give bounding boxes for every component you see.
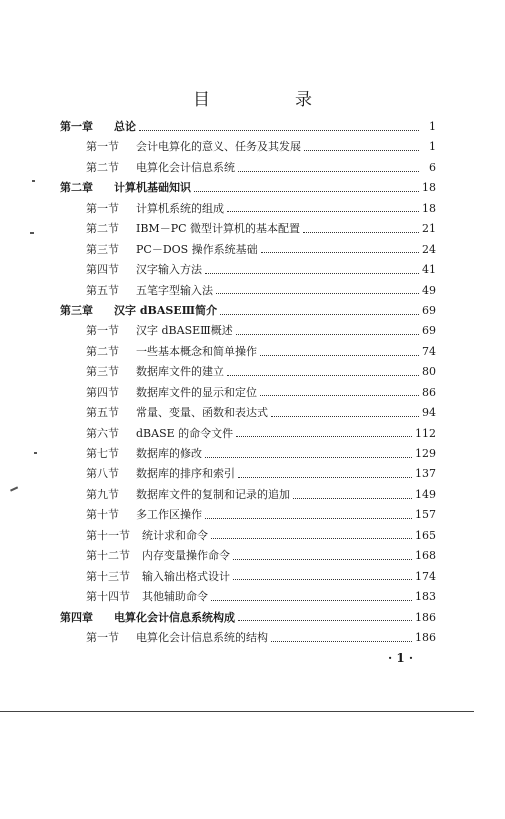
dot-leader — [233, 559, 412, 560]
dot-leader — [271, 416, 419, 417]
toc-section-entry — [60, 629, 436, 649]
toc-entry-number: 第十四节 — [86, 590, 130, 604]
toc-entry-number: 第一节 — [86, 630, 119, 644]
toc-entry-number: 第二节 — [86, 160, 119, 174]
toc-entry-title: 五笔字型输入法 — [136, 283, 213, 297]
toc-section-entry — [60, 527, 436, 547]
toc-entry-title: 数据库的排序和索引 — [136, 467, 235, 481]
toc-entry-number: 第四节 — [86, 385, 119, 399]
toc-entry-number: 第四节 — [86, 263, 119, 277]
dot-leader — [238, 477, 412, 478]
toc-entry-title: 汉字 dBASEⅢ概述 — [136, 324, 233, 338]
toc-section-entry — [60, 568, 436, 588]
toc-entry-number: 第一节 — [86, 324, 119, 338]
toc-entry-number: 第十三节 — [86, 569, 130, 583]
toc-entry-title: PC－DOS 操作系统基础 — [136, 242, 258, 256]
dot-leader — [194, 191, 419, 192]
toc-section-entry — [60, 241, 436, 261]
toc-entry-page: 186 — [415, 630, 436, 644]
toc-entry-page: 6 — [429, 160, 436, 174]
toc-entry-title: IBM－PC 微型计算机的基本配置 — [136, 222, 301, 236]
toc-entry-page: 80 — [422, 365, 436, 379]
toc-entry-page: 94 — [422, 406, 436, 420]
page-number: · 1 · — [388, 651, 414, 665]
toc-entry-page: 137 — [415, 467, 436, 481]
toc-entry-page: 168 — [415, 549, 436, 563]
toc-section-entry — [60, 486, 436, 506]
toc-entry-page: 24 — [422, 242, 436, 256]
scan-mark — [34, 452, 37, 454]
toc-section-entry — [60, 588, 436, 608]
toc-entry-number: 第十一节 — [86, 528, 130, 542]
toc-entry-page: 186 — [415, 610, 436, 624]
toc-entry-title: 多工作区操作 — [136, 508, 202, 522]
toc-entry-number: 第十节 — [86, 508, 119, 522]
toc-entry-page: 18 — [422, 181, 436, 195]
dot-leader — [261, 252, 419, 253]
toc-entry-title: 内存变量操作命令 — [142, 549, 230, 563]
toc-section-entry — [60, 384, 436, 404]
page-title: 目 录 — [193, 90, 346, 111]
toc-chapter-entry — [60, 302, 436, 322]
scan-mark — [32, 180, 35, 182]
toc-entry-number: 第八节 — [86, 467, 119, 481]
toc-entry-page: 69 — [422, 303, 436, 317]
toc-section-entry — [60, 506, 436, 526]
toc-chapter-entry — [60, 118, 436, 138]
dot-leader — [238, 620, 412, 621]
toc-entry-page: 1 — [429, 120, 436, 133]
dot-leader — [227, 211, 419, 212]
dot-leader — [227, 375, 419, 376]
toc-entry-title: 数据库文件的复制和记录的追加 — [136, 487, 290, 501]
dot-leader — [260, 395, 419, 396]
toc-entry-title: 汉字 dBASEⅢ简介 — [114, 303, 218, 317]
toc-entry-number: 第六节 — [86, 426, 119, 440]
dot-leader — [238, 171, 419, 172]
toc-entry-page: 18 — [422, 201, 436, 215]
toc-section-entry — [60, 547, 436, 567]
dot-leader — [233, 579, 412, 580]
toc-entry-page: 129 — [415, 447, 436, 460]
toc-entry-page: 157 — [415, 508, 436, 522]
toc-entry-title: 计算机系统的组成 — [136, 201, 224, 215]
toc-section-entry — [60, 220, 436, 240]
toc-entry-number: 第一节 — [86, 201, 119, 215]
toc-entry-number: 第九节 — [86, 487, 119, 501]
toc-entry-title: 电算化会计信息系统的结构 — [136, 630, 268, 644]
toc-entry-title: 输入输出格式设计 — [142, 569, 230, 583]
toc-section-entry — [60, 261, 436, 281]
toc-entry-number: 第二节 — [86, 344, 119, 358]
toc-section-entry — [60, 200, 436, 220]
toc-entry-number: 第三节 — [86, 242, 119, 256]
toc-entry-number: 第一章 — [60, 120, 93, 133]
toc-entry-title: 电算化会计信息系统 — [136, 160, 235, 174]
dot-leader — [211, 600, 412, 601]
dot-leader — [205, 518, 412, 519]
toc-section-entry — [60, 465, 436, 485]
toc-entry-page: 183 — [415, 590, 436, 604]
toc-section-entry — [60, 322, 436, 342]
toc-entry-title: 统计求和命令 — [142, 528, 208, 542]
toc-entry-title: 总论 — [114, 120, 136, 133]
toc-entry-title: 数据库的修改 — [136, 447, 202, 460]
toc-section-entry — [60, 159, 436, 179]
table-of-contents — [60, 118, 436, 649]
toc-section-entry — [60, 138, 436, 158]
dot-leader — [211, 538, 412, 539]
page-bottom-rule — [0, 711, 474, 712]
dot-leader — [236, 334, 419, 335]
toc-section-entry — [60, 425, 436, 445]
dot-leader — [236, 436, 412, 437]
toc-entry-number: 第五节 — [86, 283, 119, 297]
toc-entry-number: 第三节 — [86, 365, 119, 379]
toc-section-entry — [60, 445, 436, 465]
toc-entry-page: 21 — [422, 222, 436, 236]
toc-section-entry — [60, 282, 436, 302]
toc-entry-title: 其他辅助命令 — [142, 590, 208, 604]
toc-entry-page: 149 — [415, 487, 436, 501]
toc-entry-page: 112 — [415, 426, 436, 440]
toc-section-entry — [60, 404, 436, 424]
toc-entry-title: dBASE 的命令文件 — [136, 426, 234, 440]
toc-entry-page: 69 — [422, 324, 436, 338]
dot-leader — [139, 130, 419, 131]
toc-entry-number: 第十二节 — [86, 549, 130, 563]
toc-entry-number: 第三章 — [60, 303, 93, 317]
toc-entry-number: 第二章 — [60, 181, 93, 195]
dot-leader — [293, 498, 412, 499]
toc-chapter-entry — [60, 609, 436, 629]
dot-leader — [220, 314, 419, 315]
toc-entry-title: 数据库文件的显示和定位 — [136, 385, 257, 399]
toc-entry-title: 电算化会计信息系统构成 — [114, 610, 235, 624]
toc-section-entry — [60, 343, 436, 363]
dot-leader — [304, 150, 419, 151]
dot-leader — [260, 355, 419, 356]
toc-entry-title: 计算机基础知识 — [114, 181, 191, 195]
toc-chapter-entry — [60, 179, 436, 199]
toc-entry-number: 第四章 — [60, 610, 93, 624]
toc-entry-page: 165 — [415, 528, 436, 542]
toc-entry-page: 174 — [415, 569, 436, 583]
scan-mark — [10, 486, 18, 491]
toc-entry-title: 一些基本概念和简单操作 — [136, 344, 257, 358]
toc-entry-title: 数据库文件的建立 — [136, 365, 224, 379]
toc-entry-title: 常量、变量、函数和表达式 — [136, 406, 268, 420]
toc-entry-number: 第七节 — [86, 447, 119, 460]
scan-mark — [30, 232, 34, 234]
toc-entry-number: 第五节 — [86, 406, 119, 420]
dot-leader — [271, 641, 412, 642]
toc-entry-title: 会计电算化的意义、任务及其发展 — [136, 140, 301, 154]
toc-entry-page: 86 — [422, 385, 436, 399]
toc-section-entry — [60, 363, 436, 383]
dot-leader — [205, 457, 412, 458]
toc-entry-number: 第一节 — [86, 140, 119, 154]
toc-entry-page: 41 — [422, 263, 436, 277]
toc-entry-title: 汉字输入方法 — [136, 263, 202, 277]
toc-entry-page: 49 — [422, 283, 436, 297]
dot-leader — [303, 232, 419, 233]
toc-entry-page: 1 — [429, 140, 436, 154]
dot-leader — [216, 293, 419, 294]
dot-leader — [205, 273, 419, 274]
toc-entry-number: 第二节 — [86, 222, 119, 236]
toc-entry-page: 74 — [422, 344, 436, 358]
